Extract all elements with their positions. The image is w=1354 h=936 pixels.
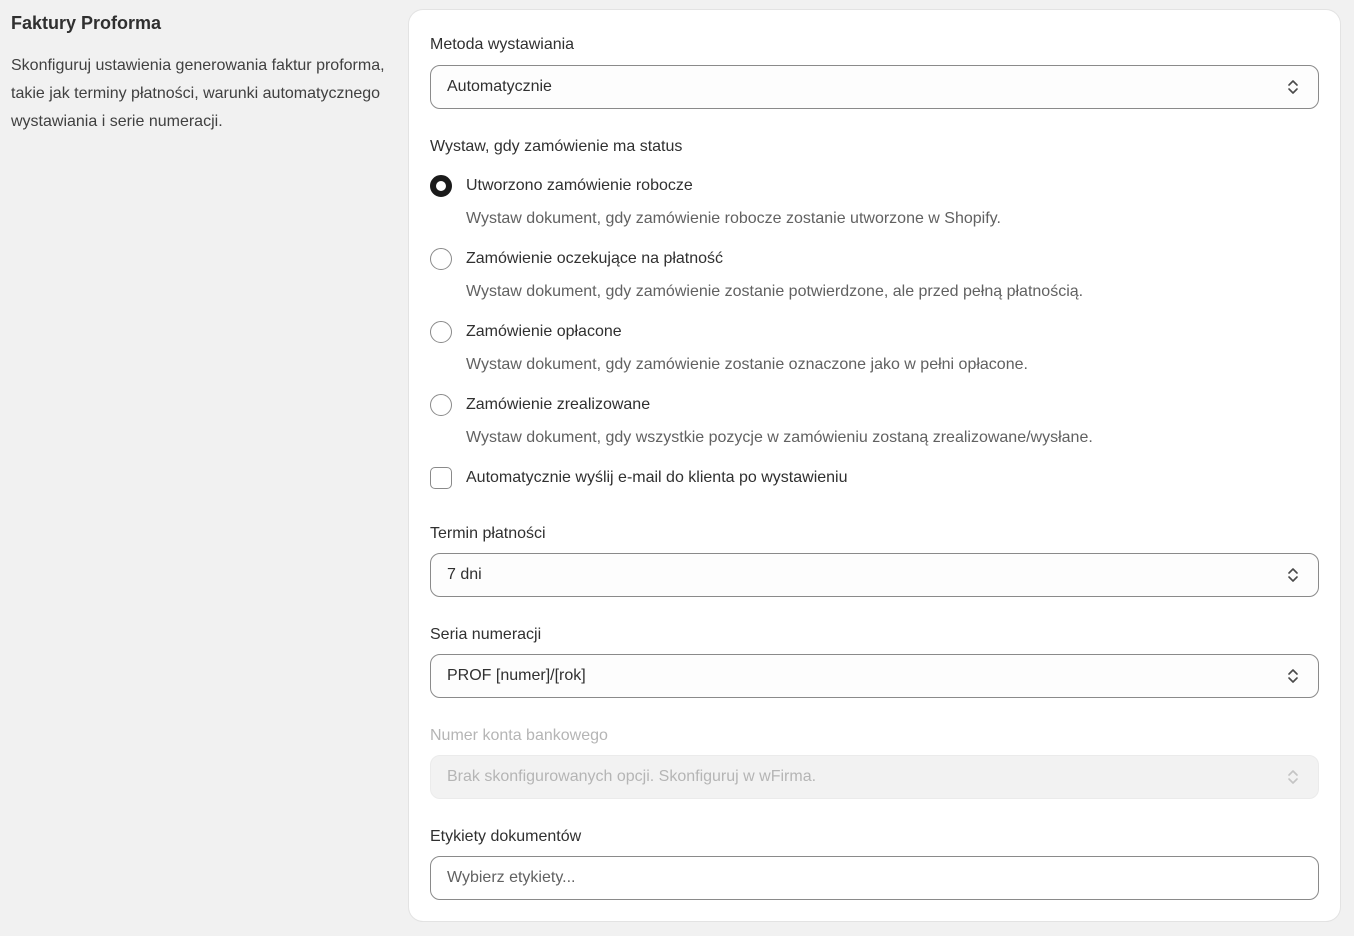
document-tags-input[interactable] [447,869,1302,887]
radio-option-help: Wystaw dokument, gdy zamówienie zostanie potwierdzone, ale przed pełną płatnością. [466,283,1084,300]
select-chevron-icon [1286,565,1300,585]
payment-term-value: 7 dni [447,566,482,583]
issue-method-label: Metoda wystawiania [430,36,575,53]
auto-email-label: Automatycznie wyślij e-mail do klienta po wystawieniu [466,469,848,486]
numbering-series-value: PROF [numer]/[rok] [447,667,586,684]
select-chevron-icon [1286,767,1300,787]
payment-term-label: Termin płatności [430,525,546,542]
document-tags-label: Etykiety dokumentów [430,828,582,845]
bank-account-value: Brak skonfigurowanych opcji. Skonfiguruj w wFirma. [447,768,817,785]
bank-account-label: Numer konta bankowego [430,727,608,744]
radio-option-draft-created[interactable] [430,175,693,197]
numbering-series-select[interactable] [430,654,1319,698]
radio-button[interactable] [430,248,452,270]
auto-email-checkbox[interactable] [430,467,452,489]
status-group-label: Wystaw, gdy zamówienie ma status [430,138,683,155]
document-tags-field[interactable] [430,856,1319,900]
radio-button-checked[interactable] [430,175,452,197]
radio-button[interactable] [430,321,452,343]
radio-option-awaiting-payment[interactable] [430,248,723,270]
settings-card [409,10,1340,921]
radio-option-paid[interactable] [430,321,622,343]
radio-option-help: Wystaw dokument, gdy zamówienie zostanie oznaczone jako w pełni opłacone. [466,356,1028,373]
auto-email-checkbox-row[interactable] [430,467,848,489]
section-intro [11,11,391,136]
radio-option-label: Zamówienie oczekujące na płatność [466,250,724,267]
radio-option-help: Wystaw dokument, gdy zamówienie robocze zostanie utworzone w Shopify. [466,210,1001,227]
radio-option-label: Zamówienie zrealizowane [466,396,651,413]
radio-option-label: Zamówienie opłacone [466,323,622,340]
section-title: Faktury Proforma [11,13,162,33]
select-chevron-icon [1286,666,1300,686]
radio-button[interactable] [430,394,452,416]
select-chevron-icon [1286,77,1300,97]
section-description: Skonfiguruj ustawienia generowania faktur proforma, takie jak terminy płatności, warunki automatycznego wystawiania i serie numeracji. [11,57,385,130]
numbering-series-label: Seria numeracji [430,626,542,643]
payment-term-select[interactable] [430,553,1319,597]
bank-account-select [430,755,1319,799]
radio-option-label: Utworzono zamówienie robocze [466,177,693,194]
radio-option-help: Wystaw dokument, gdy wszystkie pozycje w zamówieniu zostaną zrealizowane/wysłane. [466,429,1093,446]
issue-method-value: Automatycznie [447,78,552,95]
radio-option-fulfilled[interactable] [430,394,650,416]
issue-method-select[interactable] [430,65,1319,109]
